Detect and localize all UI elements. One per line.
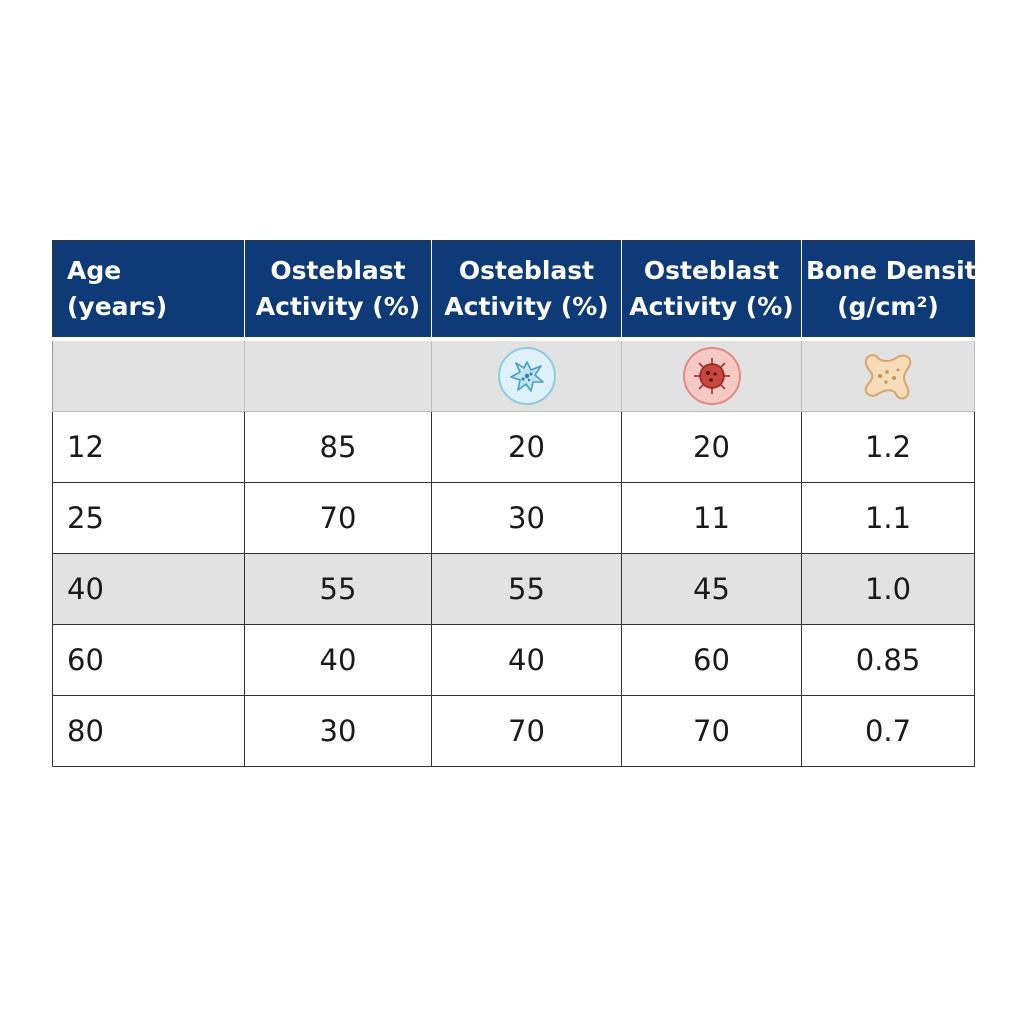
table-row — [53, 412, 975, 483]
cell-bone-density: 1.1 — [802, 483, 975, 554]
cell-age: 12 — [53, 412, 245, 483]
header-bone-density — [802, 241, 993, 340]
cell-osteblast-1: 70 — [245, 483, 432, 554]
infected-cell-icon — [680, 344, 744, 408]
cell-age: 60 — [53, 625, 245, 696]
cell-osteblast-2: 70 — [432, 696, 622, 767]
cell-osteblast-2: 40 — [432, 625, 622, 696]
icon-cell — [432, 339, 622, 412]
cell-osteblast-2: 55 — [432, 554, 622, 625]
header-osteblast-1-line2: Activity (%) — [255, 292, 421, 321]
table-row — [53, 625, 975, 696]
icon-cell-empty — [245, 339, 432, 412]
icon-cell — [622, 339, 802, 412]
cell-osteblast-1: 30 — [245, 696, 432, 767]
header-osteblast-2-line2: Activity (%) — [444, 292, 609, 321]
header-osteblast-2-line1: Osteblast — [458, 256, 595, 285]
data-table — [52, 240, 993, 767]
cell-bone-density: 0.85 — [802, 625, 975, 696]
cell-osteblast-3: 60 — [622, 625, 802, 696]
cell-age: 25 — [53, 483, 245, 554]
bone-icon — [856, 344, 920, 408]
table-row — [53, 554, 975, 625]
cell-age: 40 — [53, 554, 245, 625]
cell-osteblast-1: 40 — [245, 625, 432, 696]
cell-bone-density: 1.0 — [802, 554, 975, 625]
table-row — [53, 483, 975, 554]
cell-osteblast-2: 30 — [432, 483, 622, 554]
header-bone-density-line1: Bone Density — [806, 256, 993, 285]
table-row — [53, 696, 975, 767]
icon-cell — [802, 339, 975, 412]
header-age-line1: Age — [67, 256, 122, 285]
header-bone-density-line2: (g/cm²) — [837, 292, 939, 321]
cell-bone-density: 0.7 — [802, 696, 975, 767]
header-osteblast-1-line1: Osteblast — [270, 256, 406, 285]
header-osteblast-3 — [622, 241, 802, 340]
cell-osteblast-1: 85 — [245, 412, 432, 483]
header-osteblast-3-line1: Osteblast — [643, 256, 780, 285]
cell-icon — [495, 344, 559, 408]
cell-osteblast-3: 70 — [622, 696, 802, 767]
cell-osteblast-2: 20 — [432, 412, 622, 483]
cell-bone-density: 1.2 — [802, 412, 975, 483]
header-row — [53, 241, 975, 340]
cell-osteblast-3: 11 — [622, 483, 802, 554]
cell-osteblast-1: 55 — [245, 554, 432, 625]
header-osteblast-2 — [432, 241, 622, 340]
icon-row — [53, 339, 975, 412]
header-age-line2: (years) — [67, 292, 168, 321]
cell-osteblast-3: 20 — [622, 412, 802, 483]
header-osteblast-1 — [245, 241, 432, 340]
header-age — [53, 241, 245, 340]
icon-cell-empty — [53, 339, 245, 412]
cell-osteblast-3: 45 — [622, 554, 802, 625]
header-osteblast-3-line2: Activity (%) — [629, 292, 794, 321]
cell-age: 80 — [53, 696, 245, 767]
